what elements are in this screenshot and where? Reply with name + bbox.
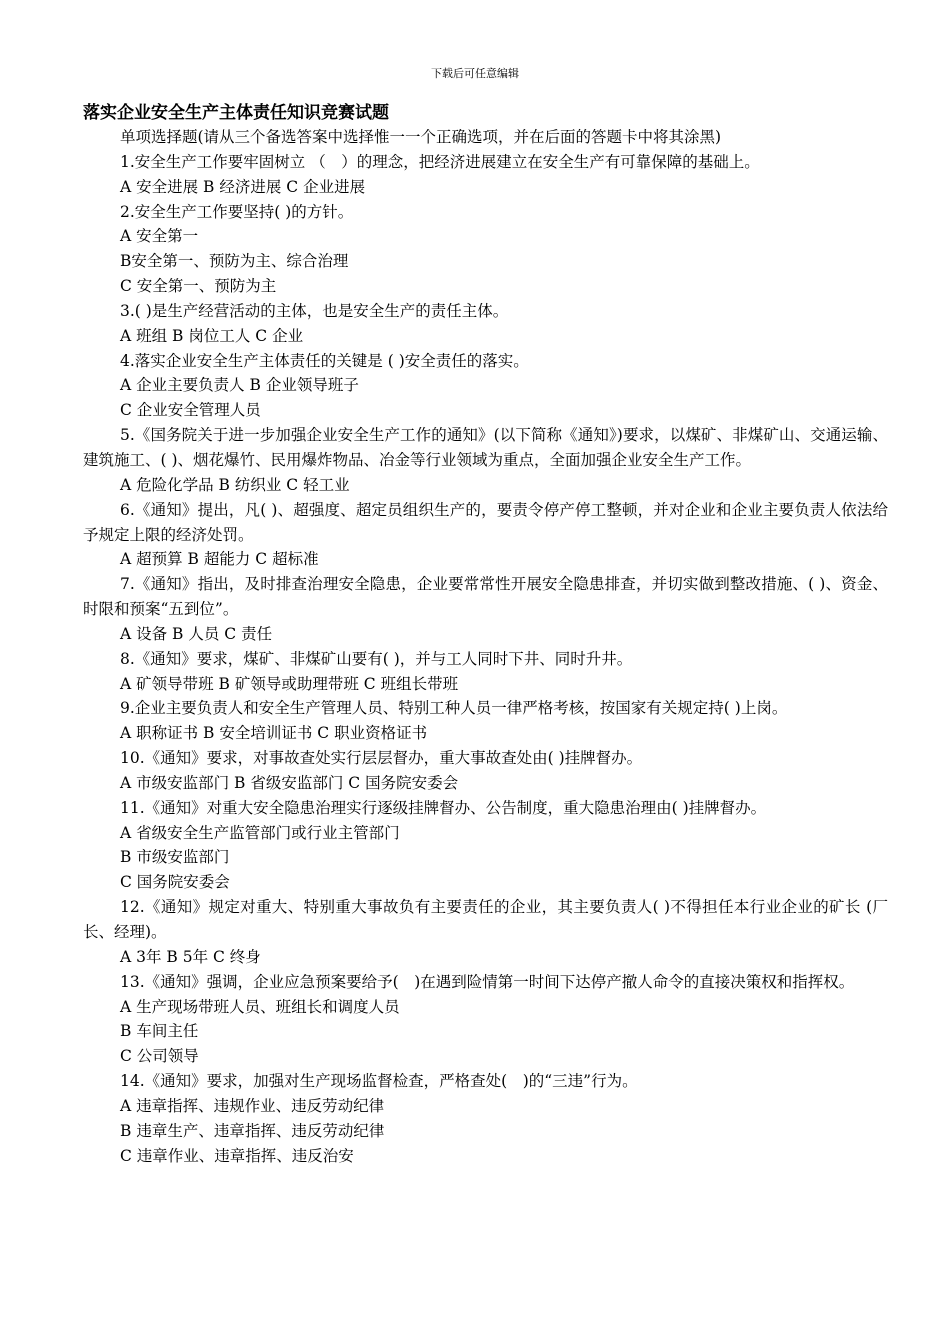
text-line: 1.安全生产工作要牢固树立 （ ）的理念，把经济进展建立在安全生产有可靠保障的基础上。 xyxy=(120,152,760,171)
text-line: 6.《通知》提出，凡( )、超强度、超定员组织生产的，要责令停产停工整顿，并对企业和企业主要负责人依法给予规定上限的经济处罚。 xyxy=(83,500,888,544)
text-line: A 设备 B 人员 C 责任 xyxy=(120,624,273,643)
text-line: B安全第一、预防为主、综合治理 xyxy=(120,252,349,271)
text-line: 14.《通知》要求，加强对生产现场监督检查，严格查处( )的“三违”行为。 xyxy=(120,1072,638,1091)
text-line: 7.《通知》指出，及时排查治理安全隐患，企业要常常性开展安全隐患排查，并切实做到整改措施、( )、资金、时限和预案“五到位”。 xyxy=(83,575,888,619)
text-line: A 班组 B 岗位工人 C 企业 xyxy=(120,326,304,345)
document-title: 落实企业安全生产主体责任知识竞赛试题 xyxy=(83,103,389,123)
text-line: 8.《通知》要求，煤矿、非煤矿山要有( )，并与工人同时下井、同时升井。 xyxy=(120,649,633,668)
text-line: C 企业安全管理人员 xyxy=(120,401,261,420)
text-line: C 公司领导 xyxy=(120,1047,199,1066)
text-line: B 违章生产、违章指挥、违反劳动纪律 xyxy=(120,1121,385,1140)
text-line: 11.《通知》对重大安全隐患治理实行逐级挂牌督办、公告制度，重大隐患治理由( )挂牌督办。 xyxy=(120,798,767,817)
text-line: A 危险化学品 B 纺织业 C 轻工业 xyxy=(120,475,350,494)
text-line: A 企业主要负责人 B 企业领导班子 xyxy=(120,376,359,395)
text-line: B 市级安监部门 xyxy=(120,848,230,867)
text-line: A 违章指挥、违规作业、违反劳动纪律 xyxy=(120,1096,385,1115)
text-line: A 职称证书 B 安全培训证书 C 职业资格证书 xyxy=(120,724,428,743)
text-line: A 3年 B 5年 C 终身 xyxy=(120,947,261,966)
text-line: 10.《通知》要求，对事故查处实行层层督办，重大事故查处由( )挂牌督办。 xyxy=(120,749,643,768)
text-line: A 安全第一 xyxy=(120,227,199,246)
text-line: C 安全第一、预防为主 xyxy=(120,277,277,296)
text-line: 4.落实企业安全生产主体责任的关键是 ( )安全责任的落实。 xyxy=(120,351,529,370)
text-line: A 超预算 B 超能力 C 超标准 xyxy=(120,550,319,569)
text-line: C 违章作业、违章指挥、违反治安 xyxy=(120,1146,354,1165)
question-list xyxy=(83,125,888,1168)
page-header: 下载后可任意编辑 xyxy=(431,67,519,80)
text-line: A 矿领导带班 B 矿领导或助理带班 C 班组长带班 xyxy=(120,674,459,693)
text-line: A 市级安监部门 B 省级安监部门 C 国务院安委会 xyxy=(120,773,459,792)
text-line: 13.《通知》强调，企业应急预案要给予( )在遇到险情第一时间下达停产撤人命令的直接决策权和指挥权。 xyxy=(120,972,855,991)
text-line: B 车间主任 xyxy=(120,1022,199,1041)
text-line: 5.《国务院关于进一步加强企业安全生产工作的通知》(以下简称《通知》)要求，以煤矿、非煤矿山、交通运输、建筑施工、( )、烟花爆竹、民用爆炸物品、冶金等行业领域为重点，全面加强企业安全生产工作。 xyxy=(83,426,888,469)
text-line: 2.安全生产工作要坚持( )的方针。 xyxy=(120,202,354,221)
document-body xyxy=(83,101,888,1168)
text-line: 12.《通知》规定对重大、特别重大事故负有主要责任的企业，其主要负责人( )不得担任本行业企业的矿长 (厂长、经理)。 xyxy=(83,898,888,941)
text-line: 单项选择题(请从三个备选答案中选择惟一一个正确选项，并在后面的答题卡中将其涂黑) xyxy=(120,128,722,146)
text-line: C 国务院安委会 xyxy=(120,873,230,892)
text-line: A 安全进展 B 经济进展 C 企业进展 xyxy=(120,177,366,196)
text-line: 9.企业主要负责人和安全生产管理人员、特别工种人员一律严格考核，按国家有关规定持( )上岗。 xyxy=(120,699,788,718)
text-line: A 生产现场带班人员、班组长和调度人员 xyxy=(120,997,400,1016)
text-line: 3.( )是生产经营活动的主体，也是安全生产的责任主体。 xyxy=(120,301,509,320)
text-line: A 省级安全生产监管部门或行业主管部门 xyxy=(120,823,400,842)
